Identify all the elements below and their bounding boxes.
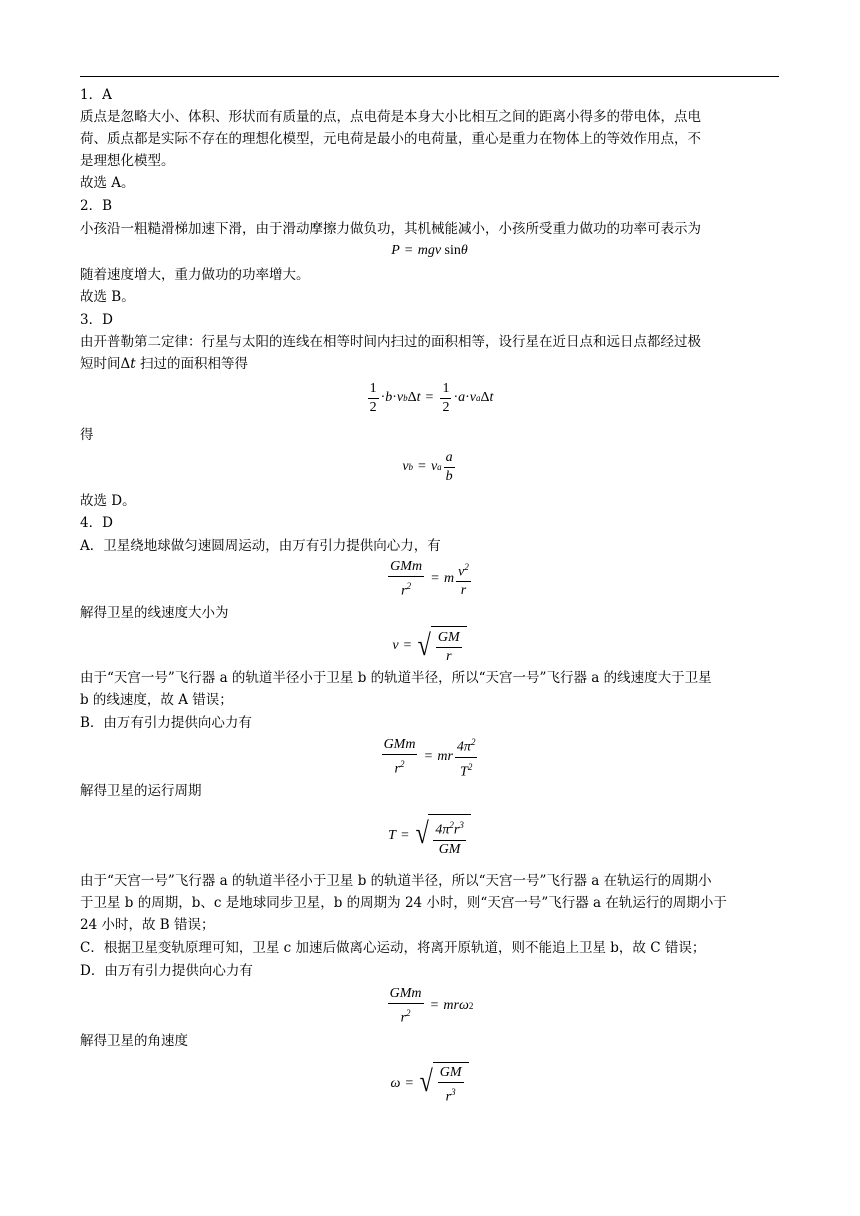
- q4-d-force-equation: $\frac{\text{GMm}}{r^2}$ = mr ω 2: [389, 985, 474, 1026]
- q3-text-3: 得: [80, 427, 94, 443]
- q2-text-2: 随着速度增大，重力做功的功率增大。: [80, 267, 310, 283]
- q1-heading: 1．A: [80, 87, 112, 103]
- q4-a-text-3: 由于“天宫一号”飞行器 a 的轨道半径小于卫星 b 的轨道半径，所以“天宫一号”飞行器 a 的线速度大于卫星: [80, 670, 712, 686]
- top-rule: [80, 76, 779, 77]
- q1-text-3: 是理想化模型。: [80, 153, 175, 169]
- q4-b-text-5: 24 小时，故 B 错误；: [80, 917, 215, 933]
- q4-b-force-equation: $\frac{\text{GMm}}{r^2}$ = mr $\frac{4\pi^2}{T^2}$: [80, 735, 779, 779]
- q4-b-text-3: 由于“天宫一号”飞行器 a 的轨道半径小于卫星 b 的轨道半径，所以“天宫一号”飞行器 a 在轨运行的周期小: [80, 873, 712, 889]
- q3-conclusion: 故选 D。: [80, 493, 136, 509]
- q1-text-1: 质点是忽略大小、体积、形状而有质量的点，点电荷是本身大小比相互之间的距离小得多的带电体，点电: [80, 109, 701, 125]
- q3-heading: 3．D: [80, 312, 113, 328]
- q4-d-text-2: 解得卫星的角速度: [80, 1033, 188, 1049]
- q4-b-text-4: 于卫星 b 的周期，b、c 是地球同步卫星，b 的周期为 24 小时，则“天宫一号”飞行器 a 在轨运行的周期小于: [80, 895, 727, 911]
- q3-area-equation: $\frac{1}{2}$ · b · v b Δ t = $\frac{1}{2}$ · a · v a Δ t: [369, 380, 494, 415]
- q4-c-text-1: C．根据卫星变轨原理可知，卫星 c 加速后做离心运动，将离开原轨道，则不能追上卫星 b，故 C 错误；: [80, 940, 706, 956]
- q1-conclusion: 故选 A。: [80, 175, 135, 191]
- q4-d-text-1: D．由万有引力提供向心力有: [80, 963, 253, 979]
- q4-a-force-equation: $\frac{\text{GMm}}{r^2}$ = m $\frac{v^2}{r}$: [390, 558, 469, 599]
- q4-a-text-1: A．卫星绕地球做匀速圆周运动，由万有引力提供向心力，有: [80, 538, 441, 554]
- q3-text-1: 由开普勒第二定律：行星与太阳的连线在相等时间内扫过的面积相等，设行星在近日点和远日点都经过极: [80, 334, 701, 350]
- q3-velocity-equation: v b = v a $\frac{a}{b}$: [402, 449, 453, 484]
- q2-conclusion: 故选 B。: [80, 289, 135, 305]
- q4-heading: 4．D: [80, 515, 113, 531]
- q2-power-equation: P = mgv sin θ: [391, 243, 468, 258]
- q4-a-velocity-equation: v = √ $\frac{GM}{r}$: [80, 624, 779, 668]
- q4-b-text-1: B．由万有引力提供向心力有: [80, 715, 252, 731]
- q4-d-angular-velocity-equation: ω = √ $\frac{GM}{r^3}$: [80, 1060, 779, 1108]
- q2-heading: 2．B: [80, 198, 113, 214]
- q1-text-2: 荷、质点都是实际不存在的理想化模型，元电荷是最小的电荷量，重心是重力在物体上的等效作用点，不: [80, 131, 701, 147]
- q3-text-2: 短时间Δt 扫过的面积相等得: [80, 356, 248, 372]
- q4-b-text-2: 解得卫星的运行周期: [80, 783, 202, 799]
- q4-a-text-2: 解得卫星的线速度大小为: [80, 605, 229, 621]
- q4-a-text-4: b 的线速度，故 A 错误；: [80, 692, 233, 708]
- q2-text-1: 小孩沿一粗糙滑梯加速下滑，由于滑动摩擦力做负功，其机械能减小，小孩所受重力做功的功率可表示为: [80, 221, 701, 237]
- q4-b-period-equation: T = √ $\frac{4\pi^2r^3}{GM}$: [80, 812, 779, 860]
